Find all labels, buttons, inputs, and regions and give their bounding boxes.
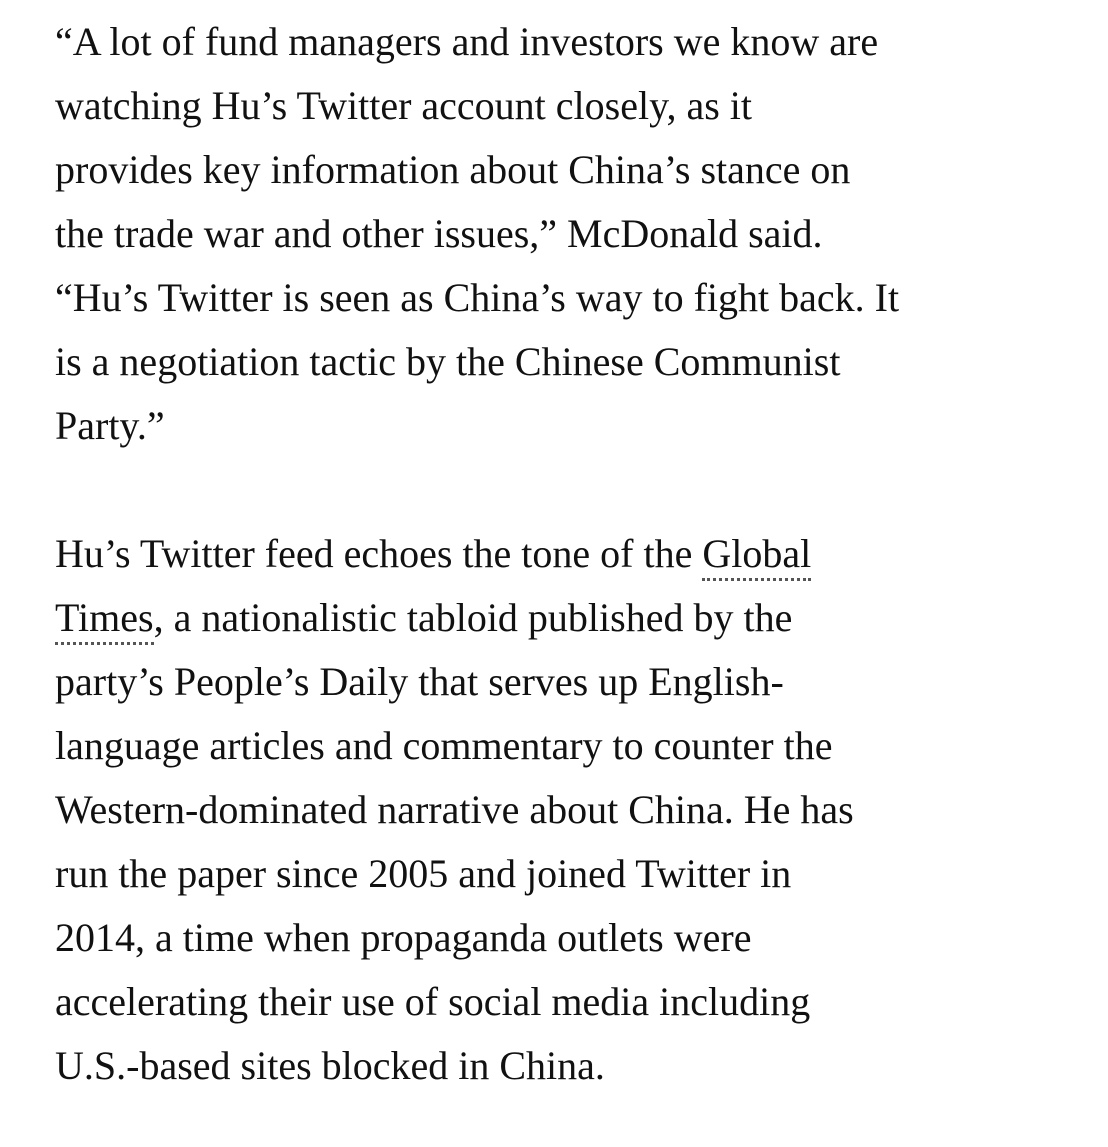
text-line: provides key information about China’s stance on <box>55 147 851 192</box>
text-line: is a negotiation tactic by the Chinese Communist <box>55 339 841 384</box>
text-line: party’s People’s Daily that serves up English- <box>55 659 784 704</box>
text-line: “Hu’s Twitter is seen as China’s way to fight back. It <box>55 275 900 320</box>
global-times-link-continued[interactable]: Times <box>55 595 154 645</box>
text-line <box>55 522 1095 586</box>
text-line: “A lot of fund managers and investors we know are <box>55 19 879 64</box>
text-line: Party.” <box>55 403 165 448</box>
text-line: the trade war and other issues,” McDonald said. <box>55 211 823 256</box>
article-body <box>55 10 1095 1098</box>
text-line: run the paper since 2005 and joined Twitter in <box>55 851 792 896</box>
text-segment: , a nationalistic tabloid published by the <box>153 595 793 640</box>
text-line: 2014, a time when propaganda outlets were <box>55 915 752 960</box>
text-line: Western-dominated narrative about China. He has <box>55 787 854 832</box>
global-times-link[interactable]: Global <box>702 531 811 581</box>
text-line: U.S.-based sites blocked in China. <box>55 1043 605 1088</box>
text-line <box>55 586 1095 650</box>
text-line: language articles and commentary to counter the <box>55 723 833 768</box>
paragraph-global-times <box>55 522 1095 1098</box>
text-segment: Hu’s Twitter feed echoes the tone of the <box>55 531 703 576</box>
text-line: watching Hu’s Twitter account closely, as it <box>55 83 753 128</box>
text-line: accelerating their use of social media including <box>55 979 811 1024</box>
paragraph-quote <box>55 10 1095 458</box>
